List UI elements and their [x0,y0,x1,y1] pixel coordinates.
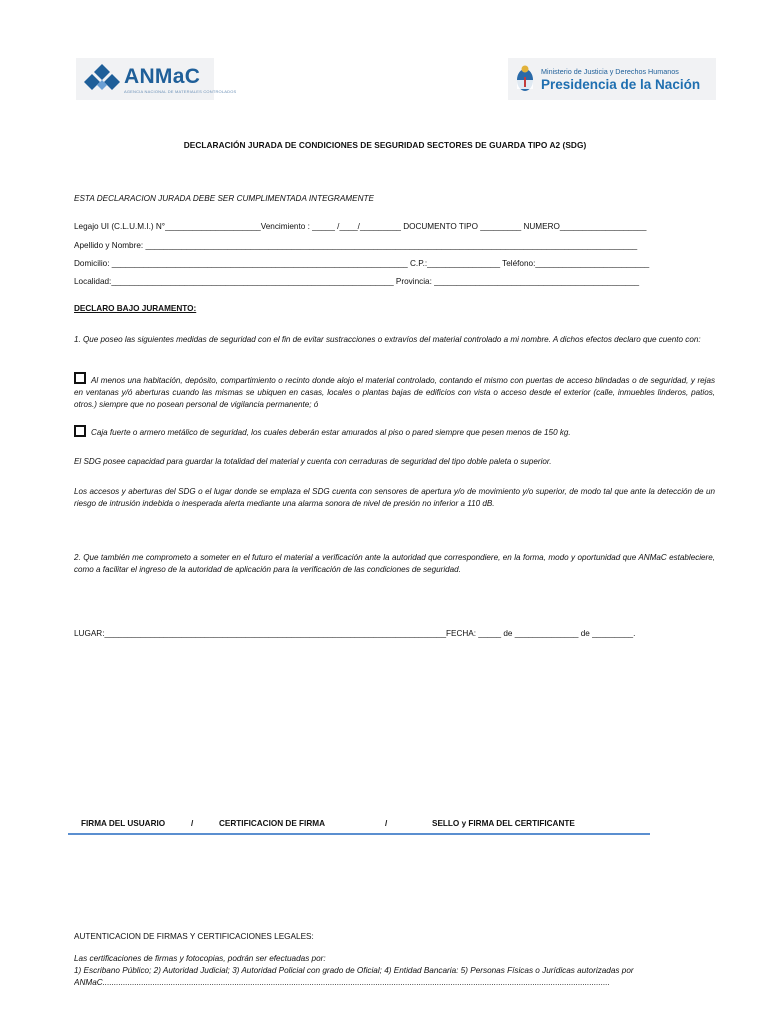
declaro-heading: DECLARO BAJO JURAMENTO: [74,304,197,313]
anmac-diamond-icon [82,63,122,95]
anmac-logo-text: ANMaC [124,65,201,88]
option-b-checkbox[interactable] [74,425,86,437]
legajo-field-line[interactable]: Legajo UI (C.L.U.M.I.) N°_____________________Vencimiento : _____ /____/_________ DOCUMENTO TIPO _________ NUMERO___________________ [74,222,647,231]
notice-text: ESTA DECLARACION JURADA DEBE SER CUMPLIMENTADA INTEGRAMENTE [74,194,374,203]
coat-of-arms-icon [514,63,536,95]
domicilio-field-line[interactable]: Domicilio: _________________________________________________________________ C.P.:________________ Teléfono:_________________________ [74,259,650,268]
presidencia-text: Presidencia de la Nación [541,77,701,92]
item-2-text: 2. Que también me comprometo a someter en el futuro el material a verificación ante la autoridad que correspondiere, en la forma, modo y oportunidad que ANMaC estableciere, como a facilitar el ingreso de la autoridad de aplicación para la verificación de las condiciones de seguridad. [74,553,715,574]
item-1-intro: 1. Que poseo las siguientes medidas de seguridad con el fin de evitar sustracciones o extravíos del material controlado a mi nombre. A dichos efectos declaro que cuento con: [74,335,701,344]
auth-line-1: Las certificaciones de firmas y fotocopias, podrán ser efectuadas por: [74,954,326,963]
firma-usuario-label: FIRMA DEL USUARIO [81,819,166,828]
localidad-field-line[interactable]: Localidad:______________________________________________________________ Provincia: _____________________________________________ [74,277,640,286]
signature-divider [68,833,650,835]
anmac-logo-subtext: AGENCIA NACIONAL DE MATERIALES CONTROLADOS [124,89,237,94]
auth-line-2: 1) Escribano Público; 2) Autoridad Judicial; 3) Autoridad Policial con grado de Oficial; 4) Entidad Bancaria: 5) Personas Físicas o Jurídicas autorizadas por [74,966,634,975]
sdg-sensors-text: Los accesos y aberturas del SDG o el lugar donde se emplaza el SDG cuenta con sensores de apertura y/o de movimiento y/o superior, de modo tal que ante la detección de un riesgo de intrusión indebida o inesperada alerta mediante una alarma sonora de nivel de presión no inferior a 110 dB. [74,487,715,508]
lugar-fecha-field-line[interactable]: LUGAR:___________________________________________________________________________FECHA: _____ de ______________ de _________. [74,629,636,638]
auth-line-3: ANMaC............................................................................................................................................................................................................................... [74,978,610,987]
signature-separator: / [385,819,388,828]
sello-firma-label: SELLO y FIRMA DEL CERTIFICANTE [432,819,575,828]
ministerio-text: Ministerio de Justicia y Derechos Humanos [541,67,679,76]
signature-separator: / [191,819,194,828]
certificacion-label: CERTIFICACION DE FIRMA [219,819,325,828]
document-title: DECLARACIÓN JURADA DE CONDICIONES DE SEGURIDAD SECTORES DE GUARDA TIPO A2 (SDG) [183,140,587,150]
anmac-logo [76,58,237,100]
sdg-capacity-text: El SDG posee capacidad para guardar la totalidad del material y cuenta con cerraduras de seguridad del tipo doble paleta o superior. [74,457,552,466]
apellido-nombre-field-line[interactable]: Apellido y Nombre: ____________________________________________________________________________________________________________ [74,241,638,250]
option-a-text: Al menos una habitación, depósito, compartimiento o recinto donde alojo el material controlado, contando el mismo con puertas de acceso blindadas o de seguridad, y rejas en ventanas y/ó aberturas cuando las mismas se ubiquen en casas, locales o plantas bajas de edificios con vista o acceso desde el exterior (calle, inmuebles linderos, patios, otros.) siempre que no posean personal de vigilancia permanente; ó [74,376,715,409]
option-b-text: Caja fuerte o armero metálico de seguridad, los cuales deberán estar amurados al piso o pared siempre que pesen menos de 150 kg. [91,428,571,437]
ministerio-logo [508,58,716,100]
auth-heading: AUTENTICACION DE FIRMAS Y CERTIFICACIONES LEGALES: [74,932,314,941]
